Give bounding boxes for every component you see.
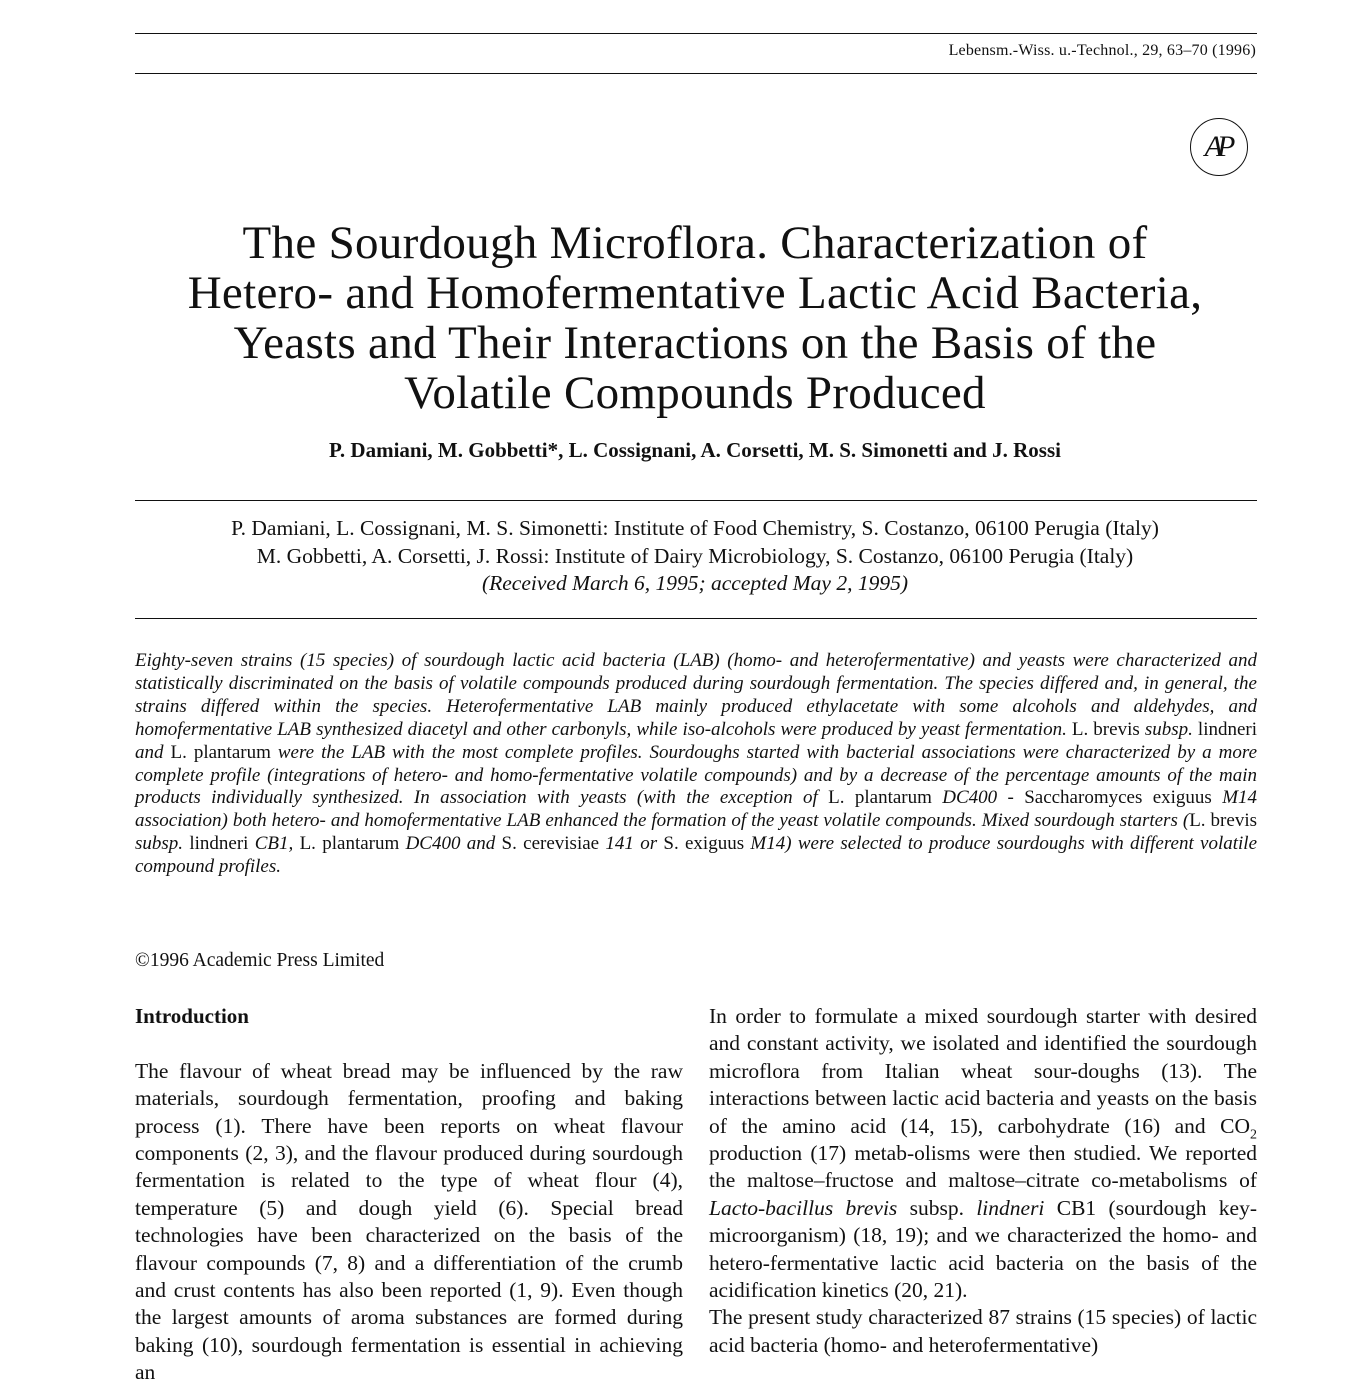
affiliations [100, 515, 1290, 598]
abstract-text: CB1, [254, 833, 294, 855]
introduction-paragraph [709, 1003, 1257, 1304]
title-line: Yeasts and Their Interactions on the Basis of the [233, 317, 1157, 369]
abstract-text: and [135, 741, 164, 763]
body-text: CB1 (sourdough key-microorganism) (18, 19); and we characterized the homo- and hetero-fermentative lactic acid bacteria on the basis of the acidification kinetics (20, 21). [709, 1195, 1257, 1303]
species-name: S. exiguus [663, 833, 745, 855]
copyright-notice: ©1996 Academic Press Limited [135, 950, 385, 971]
body-text: In order to formulate a mixed sourdough starter with desired and constant activity, we isolated and identified the sourdough microflora from Italian wheat sour-doughs (13). The interactions between lactic acid bacteria and yeasts on the basis of the amino acid (14, 15), carbohydrate (16) and CO [709, 1004, 1257, 1138]
title-line: The Sourdough Microflora. Characterization of [242, 217, 1148, 269]
top-rule [135, 33, 1257, 34]
species-name: S. cerevisiae [501, 833, 600, 855]
journal-reference: Lebensm.-Wiss. u.-Technol., 29, 63–70 (1996) [948, 42, 1256, 59]
abstract-text: subsp. [135, 833, 184, 855]
species-name: L. plantarum [828, 787, 932, 809]
title-line: Hetero- and Homofermentative Lactic Acid Bacteria, [187, 267, 1203, 319]
subscript: 2 [1250, 1126, 1257, 1142]
species-name: Saccharomyces exiguus [1024, 787, 1212, 809]
right-column [709, 1003, 1257, 1359]
body-text: production (17) metab-olisms were then studied. We reported the maltose–fructose and maltose–citrate co-metabolisms of [709, 1141, 1257, 1193]
abstract-text: were the LAB with the most complete profiles. Sourdoughs started with bacterial associations were characterized by a more complete profile (integrations of hetero- and homo-fermentative volatile compounds) and by a decrease of the percentage amounts of the main products individually synthesized. In association with yeasts (with the exception of [135, 741, 1258, 809]
article-title [100, 218, 1290, 418]
affiliation-bottom-rule [135, 618, 1257, 619]
affiliation-top-rule [135, 500, 1257, 501]
introduction-paragraph: The flavour of wheat bread may be influenced by the raw materials, sourdough fermentation, proofing and baking process (1). There have been reports on wheat flavour components (2, 3), and the flavour produced during sourdough fermentation is related to the type of wheat flour (4), temperature (5) and dough yield (6). Special bread technologies have been characterized on the basis of the flavour compounds (7, 8) and a differentiation of the crumb and crust contents has also been reported (1, 9). Even though the largest amounts of aroma substances are formed during baking (10), sourdough fermentation is essential in achieving an [135, 1058, 683, 1385]
species-name: L. plantarum [299, 833, 400, 855]
abstract [135, 650, 1257, 879]
species-name: lindneri [189, 833, 249, 855]
author-list: P. Damiani, M. Gobbetti*, L. Cossignani, A. Corsetti, M. S. Simonetti and J. Rossi [329, 438, 1061, 462]
subspecies-name: lindneri [976, 1195, 1045, 1220]
abstract-text: 141 or [605, 833, 658, 855]
left-column [135, 1003, 683, 1387]
header-rule [135, 73, 1257, 74]
species-name: L. brevis [1071, 718, 1140, 740]
abstract-text: M14 association) both hetero- and homofermentative LAB enhanced the formation of the yeast volatile compounds. Mixed sourdough starters ( [135, 787, 1258, 832]
received-dates: (Received March 6, 1995; accepted May 2, 1995) [481, 571, 909, 595]
section-heading: Introduction [135, 1004, 249, 1028]
species-name: L. plantarum [170, 741, 271, 763]
affiliation-line: P. Damiani, L. Cossignani, M. S. Simonetti: Institute of Food Chemistry, S. Costanzo, 06100 Perugia (Italy) [231, 516, 1159, 540]
body-text: subsp. [897, 1195, 977, 1220]
species-name: lindneri [1197, 718, 1258, 740]
species-name: L. brevis [1189, 810, 1257, 832]
abstract-text: Eighty-seven strains (15 species) of sourdough lactic acid bacteria (LAB) (homo- and heterofermentative) and yeasts were characterized and statistically discriminated on the basis of volatile compounds produced during sourdough fermentation. The species differed and, in general, the strains differed within the species. Heterofermentative LAB mainly produced ethylacetate with some alcohols and aldehydes, and homofermentative LAB synthesized diacetyl and other carbonyls, while iso-alcohols were produced by yeast fermentation. [135, 650, 1257, 740]
abstract-text: DC400 - [942, 787, 1014, 809]
introduction-paragraph: The present study characterized 87 strains (15 species) of lactic acid bacteria (homo- and heterofermentative) [709, 1305, 1257, 1357]
affiliation-line: M. Gobbetti, A. Corsetti, J. Rossi: Institute of Dairy Microbiology, S. Costanzo, 06100 Perugia (Italy) [256, 543, 1134, 568]
abstract-text: subsp. [1144, 718, 1193, 740]
title-line: Volatile Compounds Produced [404, 367, 986, 419]
species-name: Lacto-bacillus brevis [709, 1195, 898, 1220]
abstract-text: M14) were selected to produce sourdoughs with different volatile compound profiles. [135, 833, 1258, 878]
abstract-text: DC400 and [405, 833, 496, 855]
publisher-logo: AP [1190, 118, 1248, 176]
